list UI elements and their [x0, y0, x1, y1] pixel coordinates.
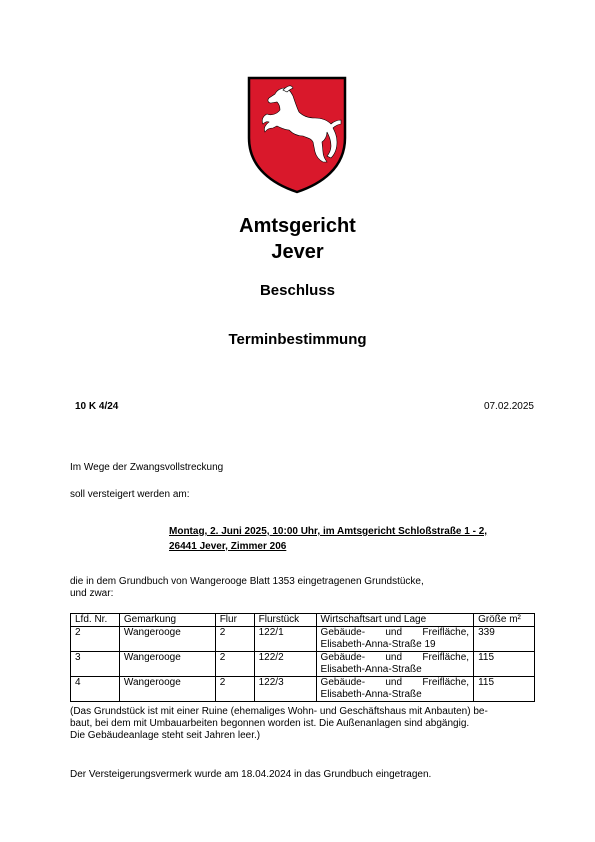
registration-note: Der Versteigerungsvermerk wurde am 18.04.2024 in das Grundbuch eingetragen. — [70, 769, 432, 780]
header-lfd-nr: Lfd. Nr. — [71, 614, 120, 627]
cell-flur: 2 — [215, 677, 254, 702]
property-note-line3: Die Gebäudeanlage steht seit Jahren leer.) — [70, 730, 261, 741]
cell-flurstueck: 122/1 — [254, 627, 316, 652]
cell-nr: 4 — [71, 677, 120, 702]
cell-gemarkung: Wangerooge — [119, 627, 215, 652]
table-row — [71, 627, 535, 652]
header-flur: Flur — [215, 614, 254, 627]
document-type: Beschluss — [259, 282, 336, 299]
table-header-row — [71, 614, 535, 627]
cell-groesse: 115 — [474, 652, 535, 677]
auction-date-line2: 26441 Jever, Zimmer 206 — [169, 541, 287, 552]
auction-intro-text: soll versteigert werden am: — [70, 489, 190, 500]
cell-lage — [316, 627, 474, 652]
property-note-line2: baut, bei dem mit Umbauarbeiten begonnen worden ist. Die Außenanlagen sind abgängig. — [70, 718, 470, 729]
cell-flurstueck: 122/3 — [254, 677, 316, 702]
cell-groesse: 339 — [474, 627, 535, 652]
auction-date-block — [169, 524, 529, 554]
cell-lage-line2: Elisabeth-Anna-Straße 19 — [320, 639, 436, 650]
cell-lage-line1: Gebäude- und Freifläche, — [320, 652, 470, 663]
cell-flurstueck: 122/2 — [254, 652, 316, 677]
auction-date-line1: Montag, 2. Juni 2025, 10:00 Uhr, im Amtsgericht Schloßstraße 1 - 2, — [169, 526, 488, 537]
table-row — [71, 677, 535, 702]
property-note — [70, 706, 540, 742]
lower-saxony-horse-crest-icon — [247, 76, 347, 194]
property-intro-line2: und zwar: — [70, 588, 114, 599]
document-date: 07.02.2025 — [483, 401, 534, 412]
cell-flur: 2 — [215, 652, 254, 677]
header-flurstueck: Flurstück — [254, 614, 316, 627]
cell-lage-line2: Elisabeth-Anna-Straße — [320, 664, 422, 675]
header-groesse: Größe m² — [474, 614, 535, 627]
cell-flur: 2 — [215, 627, 254, 652]
court-name-line2: Jever — [271, 241, 324, 263]
cell-groesse: 115 — [474, 677, 535, 702]
cell-gemarkung: Wangerooge — [119, 652, 215, 677]
property-intro-line1: die in dem Grundbuch von Wangerooge Blatt 1353 eingetragenen Grundstücke, — [70, 576, 424, 587]
cell-nr: 3 — [71, 652, 120, 677]
cell-lage — [316, 652, 474, 677]
property-table — [70, 613, 535, 702]
cell-gemarkung: Wangerooge — [119, 677, 215, 702]
property-note-line1: (Das Grundstück ist mit einer Ruine (ehemaliges Wohn- und Geschäftshaus mit Anbauten) be- — [70, 706, 488, 717]
file-number: 10 K 4/24 — [75, 401, 119, 412]
intro-text: Im Wege der Zwangsvollstreckung — [70, 462, 224, 473]
cell-lage-line1: Gebäude- und Freifläche, — [320, 627, 470, 638]
cell-lage-line1: Gebäude- und Freifläche, — [320, 677, 470, 688]
table-row — [71, 652, 535, 677]
cell-lage-line2: Elisabeth-Anna-Straße — [320, 689, 422, 700]
cell-nr: 2 — [71, 627, 120, 652]
cell-lage — [316, 677, 474, 702]
court-name-line1: Amtsgericht — [239, 215, 356, 237]
header-gemarkung: Gemarkung — [119, 614, 215, 627]
document-title: Terminbestimmung — [228, 331, 367, 348]
header-wirtschaftsart: Wirtschaftsart und Lage — [316, 614, 474, 627]
